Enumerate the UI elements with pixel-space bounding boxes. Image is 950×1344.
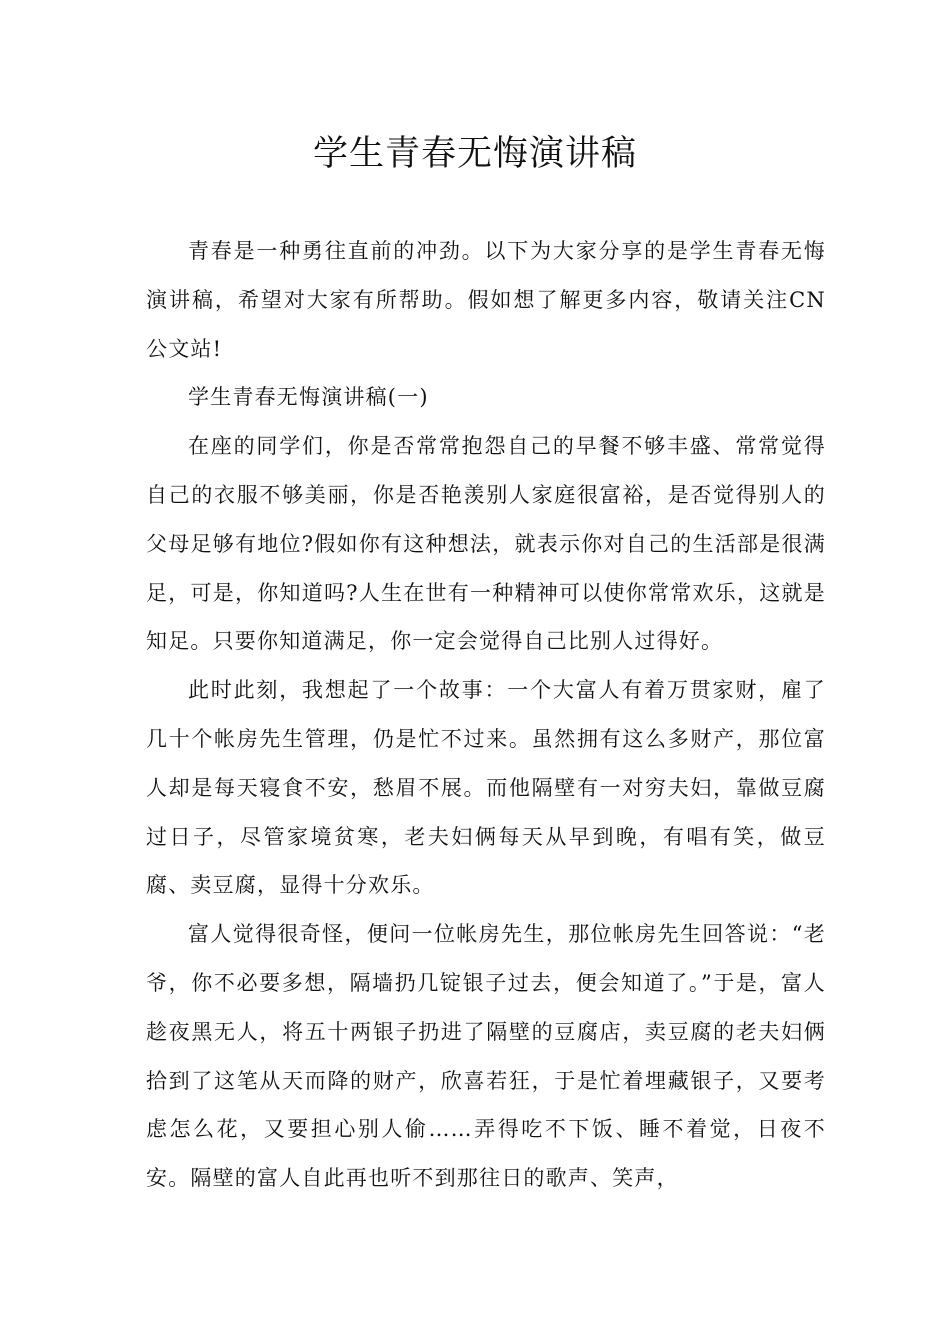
body-paragraph: 此时此刻，我想起了一个故事：一个大富人有着万贯家财，雇了几十个帐房先生管理，仍是忙不过来。虽然拥有这么多财产，那位富人却是每天寝食不安，愁眉不展。而他隔壁有一对穷夫妇，靠做豆腐过日子，尽管家境贫寒，老夫妇俩每天从早到晚，有唱有笑，做豆腐、卖豆腐，显得十分欢乐。	[146, 678, 826, 898]
document-body	[146, 227, 826, 1203]
intro-paragraph: 青春是一种勇往直前的冲劲。以下为大家分享的是学生青春无悔演讲稿，希望对大家有所帮助。假如想了解更多内容，敬请关注CN公文站!	[146, 239, 826, 361]
body-paragraph: 在座的同学们，你是否常常抱怨自己的早餐不够丰盛、常常觉得自己的衣服不够美丽，你是否艳羡别人家庭很富裕，是否觉得别人的父母足够有地位?假如你有这种想法，就表示你对自己的生活部是很满足，可是，你知道吗?人生在世有一种精神可以使你常常欢乐，这就是知足。只要你知道满足，你一定会觉得自己比别人过得好。	[146, 434, 826, 654]
body-paragraph: 富人觉得很奇怪，便问一位帐房先生，那位帐房先生回答说：“老爷，你不必要多想，隔墙扔几锭银子过去，便会知道了。”于是，富人趁夜黑无人，将五十两银子扔进了隔壁的豆腐店，卖豆腐的老夫妇俩拾到了这笔从天而降的财产，欣喜若狂，于是忙着埋藏银子，又要考虑怎么花，又要担心别人偷……弄得吃不下饭、睡不着觉，日夜不安。隔壁的富人自此再也听不到那往日的歌声、笑声，	[146, 922, 826, 1191]
document-title: 学生青春无悔演讲稿	[312, 134, 637, 174]
section-heading: 学生青春无悔演讲稿(一)	[188, 385, 429, 410]
